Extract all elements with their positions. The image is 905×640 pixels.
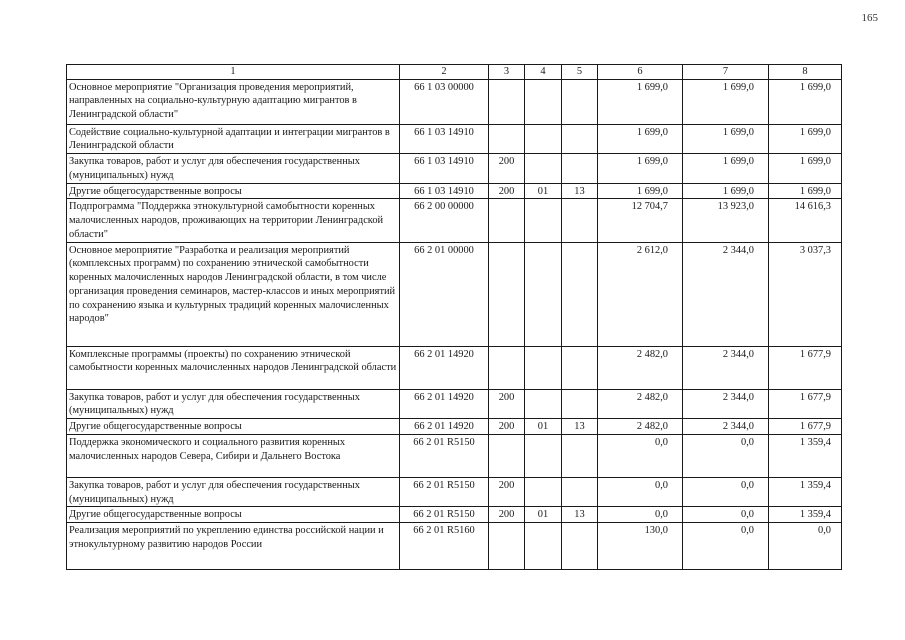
row-name: Основное мероприятие "Организация проведения мероприятий, направленных на социально-культурную адаптацию мигрантов в Ленинградской области" xyxy=(67,79,400,124)
header-cell: 8 xyxy=(769,65,842,80)
row-value-6: 1 699,0 xyxy=(598,183,683,199)
row-col5 xyxy=(562,346,598,389)
header-cell: 7 xyxy=(683,65,769,80)
row-col5 xyxy=(562,124,598,153)
table-row xyxy=(67,523,842,570)
table-row xyxy=(67,242,842,346)
table-row xyxy=(67,419,842,435)
row-value-7: 0,0 xyxy=(683,507,769,523)
row-col3: 200 xyxy=(489,477,525,506)
row-col5 xyxy=(562,154,598,183)
table-row xyxy=(67,154,842,183)
row-col5: 13 xyxy=(562,183,598,199)
row-value-6: 2 482,0 xyxy=(598,346,683,389)
row-value-7: 2 344,0 xyxy=(683,389,769,418)
row-col4 xyxy=(525,523,562,570)
row-name: Подпрограмма "Поддержка этнокультурной самобытности коренных малочисленных народов, проживающих на территории Ленинградской области" xyxy=(67,199,400,242)
row-value-6: 12 704,7 xyxy=(598,199,683,242)
table-row xyxy=(67,79,842,124)
row-col5 xyxy=(562,523,598,570)
header-cell: 2 xyxy=(400,65,489,80)
row-col5 xyxy=(562,242,598,346)
row-value-8: 1 677,9 xyxy=(769,346,842,389)
row-col3: 200 xyxy=(489,507,525,523)
row-col4 xyxy=(525,124,562,153)
header-cell: 1 xyxy=(67,65,400,80)
row-code: 66 2 01 14920 xyxy=(400,419,489,435)
row-name: Закупка товаров, работ и услуг для обеспечения государственных (муниципальных) нужд xyxy=(67,389,400,418)
row-value-7: 0,0 xyxy=(683,477,769,506)
table-row xyxy=(67,507,842,523)
row-value-6: 2 482,0 xyxy=(598,389,683,418)
row-code: 66 2 01 R5160 xyxy=(400,523,489,570)
row-col4: 01 xyxy=(525,183,562,199)
row-value-8: 1 699,0 xyxy=(769,79,842,124)
row-col4 xyxy=(525,346,562,389)
row-code: 66 2 01 14920 xyxy=(400,389,489,418)
row-code: 66 1 03 14910 xyxy=(400,183,489,199)
row-col3: 200 xyxy=(489,419,525,435)
row-name: Реализация мероприятий по укреплению единства российской нации и этнокультурному развитию народов России xyxy=(67,523,400,570)
row-col5 xyxy=(562,477,598,506)
row-col4 xyxy=(525,434,562,477)
row-col4: 01 xyxy=(525,507,562,523)
row-value-7: 1 699,0 xyxy=(683,183,769,199)
row-value-6: 1 699,0 xyxy=(598,124,683,153)
table-row xyxy=(67,346,842,389)
row-code: 66 2 01 R5150 xyxy=(400,434,489,477)
row-col3 xyxy=(489,434,525,477)
row-value-8: 1 359,4 xyxy=(769,477,842,506)
header-cell: 6 xyxy=(598,65,683,80)
row-name: Другие общегосударственные вопросы xyxy=(67,419,400,435)
row-col5: 13 xyxy=(562,507,598,523)
row-col3 xyxy=(489,79,525,124)
row-value-7: 2 344,0 xyxy=(683,346,769,389)
row-code: 66 2 01 00000 xyxy=(400,242,489,346)
row-col4: 01 xyxy=(525,419,562,435)
row-name: Содействие социально-культурной адаптации и интеграции мигрантов в Ленинградской области xyxy=(67,124,400,153)
row-col3: 200 xyxy=(489,389,525,418)
table-row xyxy=(67,434,842,477)
budget-table xyxy=(66,64,842,570)
row-value-7: 1 699,0 xyxy=(683,124,769,153)
row-value-6: 2 612,0 xyxy=(598,242,683,346)
row-value-8: 3 037,3 xyxy=(769,242,842,346)
row-value-6: 2 482,0 xyxy=(598,419,683,435)
header-cell: 4 xyxy=(525,65,562,80)
table-row xyxy=(67,124,842,153)
row-col4 xyxy=(525,389,562,418)
row-name: Основное мероприятие "Разработка и реализация мероприятий (комплексных программ) по сохранению этнической самобытности коренных малочисленных народов Ленинградской области, в том числе организация проведения семинаров, мастер-классов и иных мероприятий по сохранению языка и культурных традиций коренных малочисленных народов" xyxy=(67,242,400,346)
row-name: Комплексные программы (проекты) по сохранению этнической самобытности коренных малочисленных народов Ленинградской области xyxy=(67,346,400,389)
row-col4 xyxy=(525,242,562,346)
row-value-8: 1 699,0 xyxy=(769,124,842,153)
row-code: 66 1 03 14910 xyxy=(400,124,489,153)
row-col4 xyxy=(525,79,562,124)
row-col5: 13 xyxy=(562,419,598,435)
row-col3: 200 xyxy=(489,183,525,199)
row-value-7: 2 344,0 xyxy=(683,242,769,346)
row-value-7: 13 923,0 xyxy=(683,199,769,242)
row-value-6: 130,0 xyxy=(598,523,683,570)
row-value-6: 1 699,0 xyxy=(598,79,683,124)
row-col4 xyxy=(525,477,562,506)
row-value-6: 0,0 xyxy=(598,477,683,506)
row-value-7: 0,0 xyxy=(683,434,769,477)
row-code: 66 1 03 00000 xyxy=(400,79,489,124)
row-code: 66 1 03 14910 xyxy=(400,154,489,183)
row-value-7: 1 699,0 xyxy=(683,154,769,183)
row-value-8: 1 699,0 xyxy=(769,183,842,199)
row-value-7: 0,0 xyxy=(683,523,769,570)
row-name: Другие общегосударственные вопросы xyxy=(67,507,400,523)
row-value-6: 0,0 xyxy=(598,434,683,477)
row-value-6: 1 699,0 xyxy=(598,154,683,183)
row-col5 xyxy=(562,389,598,418)
row-col3 xyxy=(489,199,525,242)
row-value-6: 0,0 xyxy=(598,507,683,523)
table-row xyxy=(67,183,842,199)
row-value-8: 1 699,0 xyxy=(769,154,842,183)
row-value-7: 2 344,0 xyxy=(683,419,769,435)
header-cell: 3 xyxy=(489,65,525,80)
row-code: 66 2 00 00000 xyxy=(400,199,489,242)
row-col3: 200 xyxy=(489,154,525,183)
row-value-8: 1 359,4 xyxy=(769,507,842,523)
row-value-8: 0,0 xyxy=(769,523,842,570)
row-value-8: 1 677,9 xyxy=(769,389,842,418)
row-col5 xyxy=(562,434,598,477)
row-value-8: 14 616,3 xyxy=(769,199,842,242)
row-value-8: 1 677,9 xyxy=(769,419,842,435)
row-name: Закупка товаров, работ и услуг для обеспечения государственных (муниципальных) нужд xyxy=(67,154,400,183)
table-row xyxy=(67,477,842,506)
row-value-8: 1 359,4 xyxy=(769,434,842,477)
header-row xyxy=(67,65,842,80)
table-row xyxy=(67,199,842,242)
row-col3 xyxy=(489,124,525,153)
row-name: Закупка товаров, работ и услуг для обеспечения государственных (муниципальных) нужд xyxy=(67,477,400,506)
header-cell: 5 xyxy=(562,65,598,80)
table-row xyxy=(67,389,842,418)
row-col5 xyxy=(562,79,598,124)
row-code: 66 2 01 R5150 xyxy=(400,507,489,523)
row-name: Поддержка экономического и социального развития коренных малочисленных народов Севера, Сибири и Дальнего Востока xyxy=(67,434,400,477)
row-col3 xyxy=(489,523,525,570)
row-name: Другие общегосударственные вопросы xyxy=(67,183,400,199)
row-col3 xyxy=(489,346,525,389)
row-col4 xyxy=(525,154,562,183)
row-col3 xyxy=(489,242,525,346)
page-number: 165 xyxy=(861,12,878,24)
row-col4 xyxy=(525,199,562,242)
row-value-7: 1 699,0 xyxy=(683,79,769,124)
row-col5 xyxy=(562,199,598,242)
row-code: 66 2 01 R5150 xyxy=(400,477,489,506)
row-code: 66 2 01 14920 xyxy=(400,346,489,389)
